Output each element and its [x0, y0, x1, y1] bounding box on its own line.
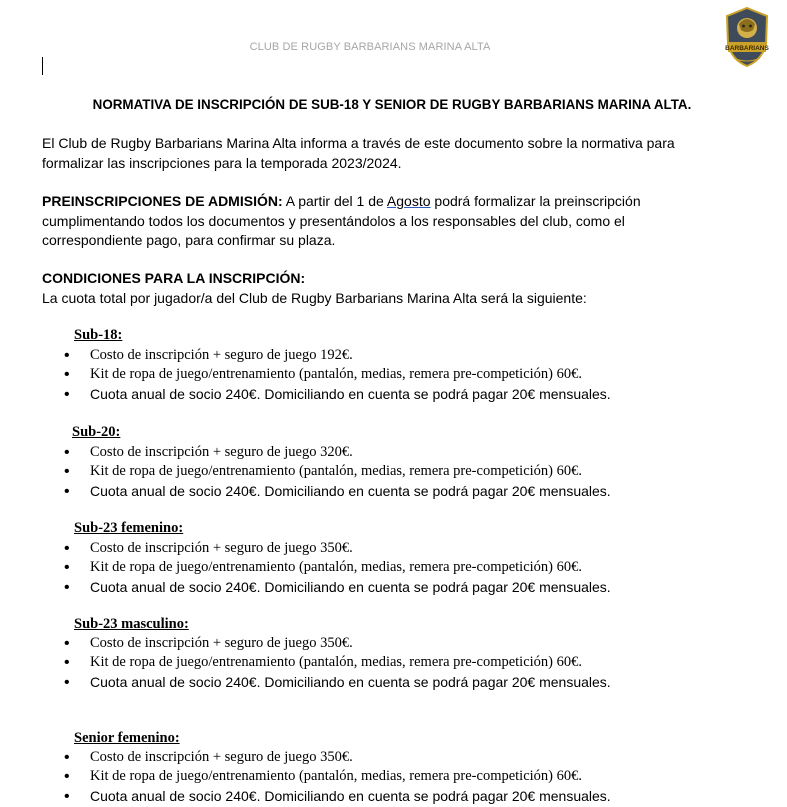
- list-item: • Costo de inscripción + seguro de juego 350€.: [64, 539, 611, 558]
- list-item: • Costo de inscripción + seguro de juego 320€.: [64, 443, 611, 462]
- preinscripciones-line-1: [42, 192, 732, 212]
- text-cursor: [42, 57, 43, 75]
- list-item: • Costo de inscripción + seguro de juego 350€.: [64, 634, 611, 653]
- section-title-sub23-femenino: Sub-23 femenino:: [74, 520, 184, 536]
- section-list-sub23-masculino: [64, 634, 611, 692]
- section-list-senior-femenino: [64, 748, 611, 806]
- condiciones-text: La cuota total por jugador/a del Club de Rugby Barbarians Marina Alta será la siguiente:: [42, 289, 587, 306]
- list-item: • Cuota anual de socio 240€. Domiciliando en cuenta se podrá pagar 20€ mensuales.: [64, 673, 611, 692]
- preinscripciones-line-2: cumplimentando todos los documentos y presentándolos a los responsables del club, como el: [42, 212, 625, 229]
- preinscripciones-text-a: A partir del 1 de: [282, 193, 387, 209]
- list-item: • Cuota anual de socio 240€. Domiciliando en cuenta se podrá pagar 20€ mensuales.: [64, 787, 611, 806]
- list-item: • Cuota anual de socio 240€. Domiciliando en cuenta se podrá pagar 20€ mensuales.: [64, 482, 611, 501]
- preinscripciones-text-b: podrá formalizar la preinscripción: [430, 193, 641, 209]
- section-title-senior-femenino: Senior femenino:: [74, 730, 180, 746]
- document-title: NORMATIVA DE INSCRIPCIÓN DE SUB-18 Y SENIOR DE RUGBY BARBARIANS MARINA ALTA.: [92, 97, 692, 112]
- section-title-sub23-masculino: Sub-23 masculino:: [74, 616, 189, 632]
- list-item: • Cuota anual de socio 240€. Domiciliando en cuenta se podrá pagar 20€ mensuales.: [64, 385, 611, 404]
- list-item: • Kit de ropa de juego/entrenamiento (pantalón, medias, remera pre-competición) 60€.: [64, 653, 611, 672]
- preinscripciones-paragraph: [42, 192, 732, 251]
- list-item: • Kit de ropa de juego/entrenamiento (pantalón, medias, remera pre-competición) 60€.: [64, 767, 611, 786]
- preinscripciones-heading: PREINSCRIPCIONES DE ADMISIÓN:: [42, 193, 283, 209]
- svg-text:BARBARIANS: BARBARIANS: [725, 45, 769, 52]
- list-item: • Kit de ropa de juego/entrenamiento (pantalón, medias, remera pre-competición) 60€.: [64, 558, 611, 577]
- intro-line-1: El Club de Rugby Barbarians Marina Alta informa a través de este documento sobre la normativa para: [42, 135, 675, 151]
- intro-paragraph: [42, 134, 732, 173]
- section-title-sub18: Sub-18:: [74, 327, 123, 343]
- list-item: • Costo de inscripción + seguro de juego 350€.: [64, 748, 611, 767]
- header-club-name: CLUB DE RUGBY BARBARIANS MARINA ALTA: [249, 41, 491, 53]
- condiciones-heading: CONDICIONES PARA LA INSCRIPCIÓN:: [42, 270, 306, 286]
- agosto-link[interactable]: Agosto: [386, 193, 431, 209]
- section-list-sub23-femenino: [64, 539, 611, 597]
- section-list-sub18: [64, 346, 611, 404]
- list-item: • Costo de inscripción + seguro de juego 192€.: [64, 346, 611, 365]
- condiciones-paragraph: [42, 269, 732, 308]
- section-list-sub20: [64, 443, 611, 501]
- section-title-sub20: Sub-20:: [72, 424, 121, 440]
- list-item: • Kit de ropa de juego/entrenamiento (pantalón, medias, remera pre-competición) 60€.: [64, 462, 611, 481]
- list-item: • Cuota anual de socio 240€. Domiciliando en cuenta se podrá pagar 20€ mensuales.: [64, 578, 611, 597]
- list-item: • Kit de ropa de juego/entrenamiento (pantalón, medias, remera pre-competición) 60€.: [64, 365, 611, 384]
- club-logo: [722, 4, 772, 70]
- intro-line-2: formalizar las inscripciones para la temporada 2023/2024.: [42, 154, 402, 171]
- preinscripciones-line-3: correspondiente pago, para confirmar su plaza.: [42, 232, 336, 248]
